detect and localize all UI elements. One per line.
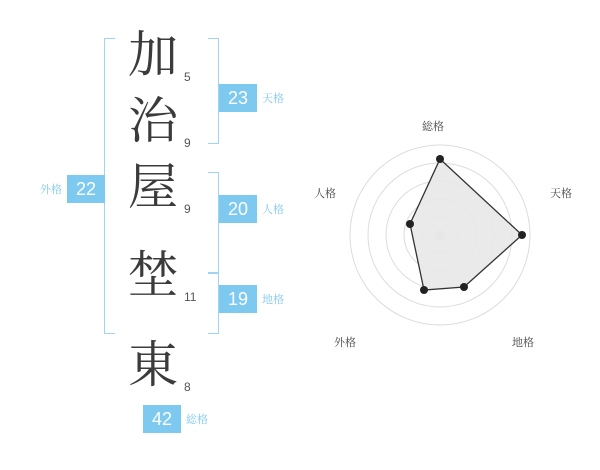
score-chip-jinkaku [219, 195, 284, 223]
radar-axis-label-jinkaku: 人格 [314, 188, 336, 200]
radar-axis-label-soukaku: 総格 [422, 121, 444, 133]
radar-chart [300, 110, 580, 370]
kanji-glyph: 屋 [128, 158, 178, 216]
score-value-soukaku: 42 [143, 405, 181, 433]
score-label-jinkaku: 人格 [262, 204, 284, 216]
score-value-jinkaku: 20 [219, 195, 257, 223]
bracket-gaikaku [104, 38, 115, 334]
radar-chart-svg [300, 110, 580, 370]
radar-data-polygon [410, 159, 522, 290]
stroke-count: 5 [184, 70, 191, 84]
name-character-row [128, 332, 198, 398]
radar-axis-label-gaikaku: 外格 [334, 337, 356, 349]
radar-axis-label-chikaku: 地格 [512, 337, 534, 349]
name-column [128, 8, 198, 398]
score-value-chikaku: 19 [219, 285, 257, 313]
stroke-count: 9 [184, 136, 191, 150]
radar-axis-label-tenkaku: 天格 [550, 188, 572, 200]
score-value-tenkaku: 23 [219, 84, 257, 112]
score-label-soukaku: 総格 [186, 414, 208, 426]
bracket-chikaku [208, 272, 219, 334]
score-chip-gaikaku [40, 175, 105, 203]
score-value-gaikaku: 22 [67, 175, 105, 203]
kanji-glyph: 東 [128, 336, 178, 394]
score-label-tenkaku: 天格 [262, 93, 284, 105]
name-character-row [128, 242, 198, 308]
score-chip-soukaku [143, 405, 208, 433]
kanji-glyph: 埜 [128, 246, 178, 304]
name-character-row [128, 22, 198, 88]
score-chip-tenkaku [219, 84, 284, 112]
score-label-chikaku: 地格 [262, 294, 284, 306]
kanji-glyph: 加 [128, 26, 178, 84]
name-character-row [128, 88, 198, 154]
kanji-glyph: 治 [128, 92, 178, 150]
bracket-jinkaku [208, 172, 219, 274]
score-label-gaikaku: 外格 [40, 184, 62, 196]
score-chip-chikaku [219, 285, 284, 313]
stroke-count: 11 [184, 290, 197, 304]
stroke-count: 8 [184, 380, 191, 394]
name-character-row [128, 154, 198, 220]
stroke-count: 9 [184, 202, 191, 216]
bracket-tenkaku [208, 38, 219, 144]
